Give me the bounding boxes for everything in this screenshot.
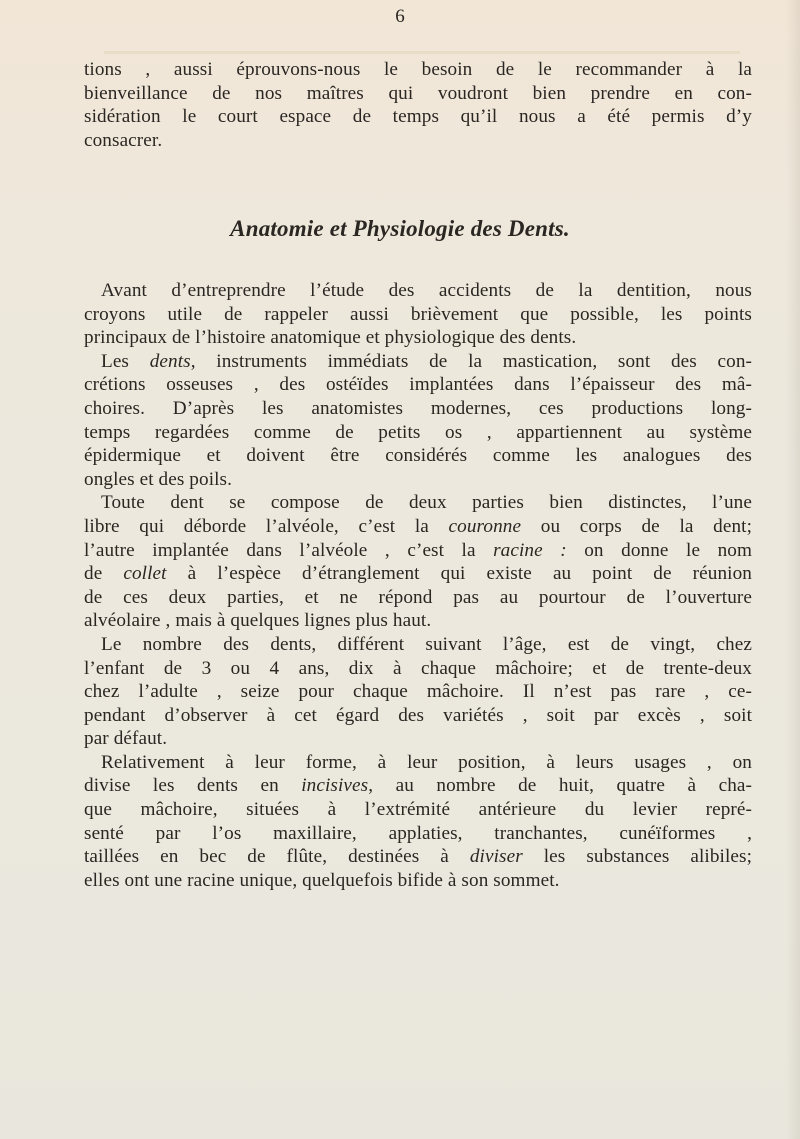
emphasis-term: diviser: [469, 846, 523, 868]
emphasis-term: couronne: [448, 515, 522, 537]
text-line: ongles et des poils.: [84, 468, 233, 490]
text-line: que mâchoire, situées à l’extrémité antérieure du levier repré-: [84, 799, 752, 821]
emphasis-term: dents: [149, 350, 191, 372]
section-heading: Anatomie et Physiologie des Dents.: [230, 216, 570, 241]
page-edge-shadow: [786, 0, 800, 1139]
text-line: l’enfant de 3 ou 4 ans, dix à chaque mâchoire; et de trente-deux: [84, 657, 752, 679]
header-rule: [104, 51, 740, 54]
text-line: chez l’adulte , seize pour chaque mâchoire. Il n’est pas rare , ce-: [84, 681, 752, 703]
text-line-with-emphasis: l’autre implantée dans l’alvéole , c’est la racine : on donne le nom: [84, 539, 752, 561]
page-number: 6: [395, 6, 405, 27]
text-line: senté par l’os maxillaire, applaties, tranchantes, cunéïformes ,: [84, 822, 752, 844]
text-line: alvéolaire , mais à quelques lignes plus haut.: [84, 610, 432, 632]
text-line-with-emphasis: de collet à l’espèce d’étranglement qui existe au point de réunion: [84, 563, 752, 585]
text-line: crétions osseuses , des ostéïdes implantées dans l’épaisseur des mâ-: [84, 374, 752, 396]
text-line-with-emphasis: divise les dents en incisives, au nombre de huit, quatre à cha-: [84, 775, 752, 797]
text-line: principaux de l’histoire anatomique et physiologique des dents.: [84, 327, 577, 349]
text-line: Relativement à leur forme, à leur position, à leurs usages , on: [101, 751, 752, 773]
text-line-with-emphasis: Les dents, instruments immédiats de la mastication, sont des con-: [101, 350, 753, 372]
text-line: de ces deux parties, et ne répond pas au pourtour de l’ouverture: [84, 586, 752, 608]
text-line: consacrer.: [84, 129, 163, 151]
text-line: sidération le court espace de temps qu’il nous a été permis d’y: [84, 106, 752, 128]
emphasis-term: collet: [123, 563, 167, 585]
text-line: Avant d’entreprendre l’étude des accidents de la dentition, nous: [101, 280, 752, 301]
intro-paragraph: [84, 58, 752, 152]
body-text: [84, 279, 752, 892]
text-line-with-emphasis: libre qui déborde l’alvéole, c’est la couronne ou corps de la dent;: [84, 515, 753, 537]
text-line: Le nombre des dents, différent suivant l’âge, est de vingt, chez: [101, 633, 752, 655]
text-line: elles ont une racine unique, quelquefois bifide à son sommet.: [84, 869, 560, 891]
text-line: par défaut.: [84, 728, 168, 750]
text-line: Toute dent se compose de deux parties bien distinctes, l’une: [101, 492, 752, 514]
text-line: épidermique et doivent être considérés comme les analogues des: [84, 445, 752, 467]
text-line: croyons utile de rappeler aussi brièvement que possible, les points: [84, 303, 752, 325]
text-line: temps regardées comme de petits os , appartiennent au système: [84, 421, 752, 443]
text-line: bienveillance de nos maîtres qui voudront bien prendre en con-: [84, 82, 752, 104]
emphasis-term: racine :: [493, 539, 567, 561]
text-line-with-emphasis: taillées en bec de flûte, destinées à diviser les substances alibiles;: [84, 846, 752, 868]
text-line: pendant d’observer à cet égard des variétés , soit par excès , soit: [84, 704, 752, 726]
text-line: tions , aussi éprouvons-nous le besoin de le recommander à la: [84, 59, 752, 80]
text-line: choires. D’après les anatomistes modernes, ces productions long-: [84, 397, 752, 419]
emphasis-term: incisives: [301, 775, 369, 797]
